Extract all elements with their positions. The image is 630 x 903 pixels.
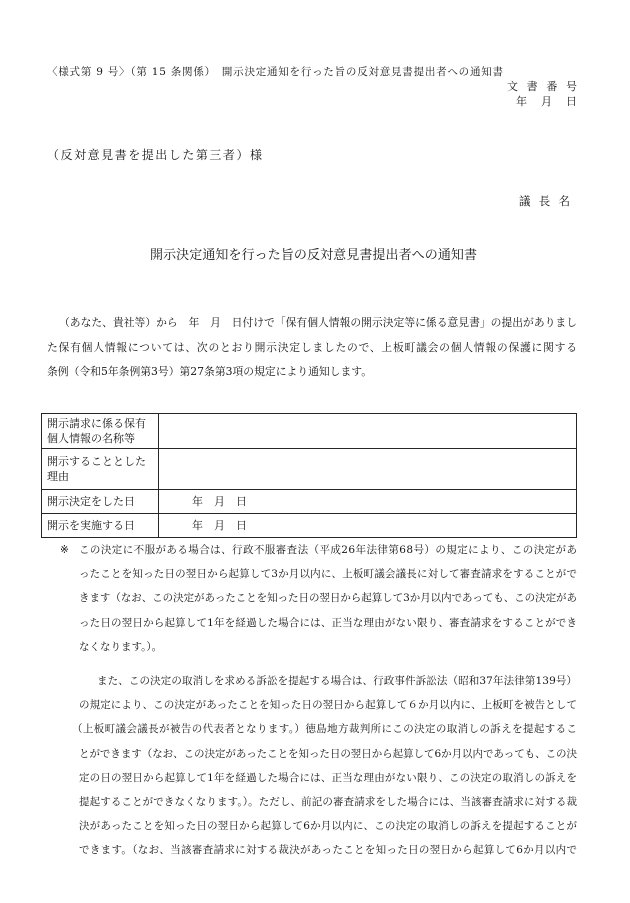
row-label [42, 490, 159, 514]
appeal-note [79, 538, 577, 659]
note-line: きます（なお、この決定があったことを知った日の翌日から起算して3か月以内であっても、この決定があ [79, 592, 577, 605]
row-label-line: 開示を実施する日 [47, 519, 135, 532]
row-value [159, 414, 577, 449]
body-line: （あなた、貴社等）から 年 月 日付けで「保有個人情報の開示決定等に係る意見書」の提出がありまし [59, 316, 577, 329]
document-title: 開示決定通知を行った旨の反対意見書提出者への通知書 [150, 248, 478, 263]
notice-body [47, 311, 577, 385]
note-line: この決定に不服がある場合は、行政不服審査法（平成26年法律第68号）の規定により、この決定があ [79, 544, 578, 556]
row-value [159, 449, 577, 490]
note-line: った日の翌日から起算して1年を経過した場合には、正当な理由がない限り、審査請求をすることができ [79, 616, 578, 629]
info-table [41, 413, 577, 538]
note-line: 定の日の翌日から起算して1年を経過した場合には、正当な理由がない限り、この決定の取消しの訴えを [79, 771, 578, 784]
note-line: 決があったことを知った日の翌日から起算して6か月以内に、この決定の取消しの訴えを提起することが [79, 820, 578, 833]
row-value: 年 月 日 [159, 514, 577, 538]
row-label-line: 開示決定をした日 [47, 495, 135, 508]
row-label-line: 開示請求に係る保有 [47, 417, 146, 430]
note-line: の規定により、この決定があったことを知った日の翌日から起算して６か月以内に、上板町を被告として [79, 699, 578, 712]
note-line: （上板町議会議長が被告の代表者となります。）徳島地方裁判所にこの決定の取消しの訴えを提起するこ [72, 723, 578, 736]
row-label-line: 開示することとした [47, 455, 146, 468]
note-line: なくなります。）。 [79, 640, 163, 653]
row-label-line: 個人情報の名称等 [47, 432, 135, 445]
row-label [42, 449, 159, 490]
addressee: （反対意見書を提出した第三者）様 [47, 148, 264, 162]
sender-name: 議 長 名 [519, 194, 573, 208]
note-line: また、この決定の取消しを求める訴訟を提起する場合は、行政事件訴訟法（昭和37年法律第139号） [97, 675, 578, 687]
note-line: ったことを知った日の翌日から起算して3か月以内に、上板町議会議長に対して審査請求をすることがで [79, 568, 578, 581]
lawsuit-note [72, 669, 578, 863]
row-label [42, 514, 159, 538]
note-line: 提起することができなくなります。）。ただし、前記の審査請求をした場合には、当該審査請求に対する裁 [79, 796, 578, 809]
form-label: 〈様式第 9 号〉（第 15 条関係） 開示決定通知を行った旨の反対意見書提出者への通知書 [47, 66, 504, 78]
document-date: 年 月 日 [516, 95, 579, 108]
table-row [42, 449, 577, 490]
row-label [42, 414, 159, 449]
body-line: 条例（令和5年条例第3号）第27条第3項の規定により通知します。 [47, 365, 372, 378]
note-line: できます。（なお、当該審査請求に対する裁決があったことを知った日の翌日から起算して6か月以内で [79, 844, 578, 857]
table-row [42, 514, 577, 538]
note-line: とができます（なお、この決定があったことを知った日の翌日から起算して6か月以内であっても、この決 [79, 747, 577, 760]
row-label-line: 理由 [47, 470, 69, 483]
note-mark: ※ [60, 544, 69, 556]
document-number: 文 書 番 号 [507, 80, 580, 93]
table-row [42, 414, 577, 449]
row-value: 年 月 日 [159, 490, 577, 514]
table-row [42, 490, 577, 514]
body-line: た保有個人情報については、次のとおり開示決定しましたので、上板町議会の個人情報の保護に関する [47, 340, 578, 354]
